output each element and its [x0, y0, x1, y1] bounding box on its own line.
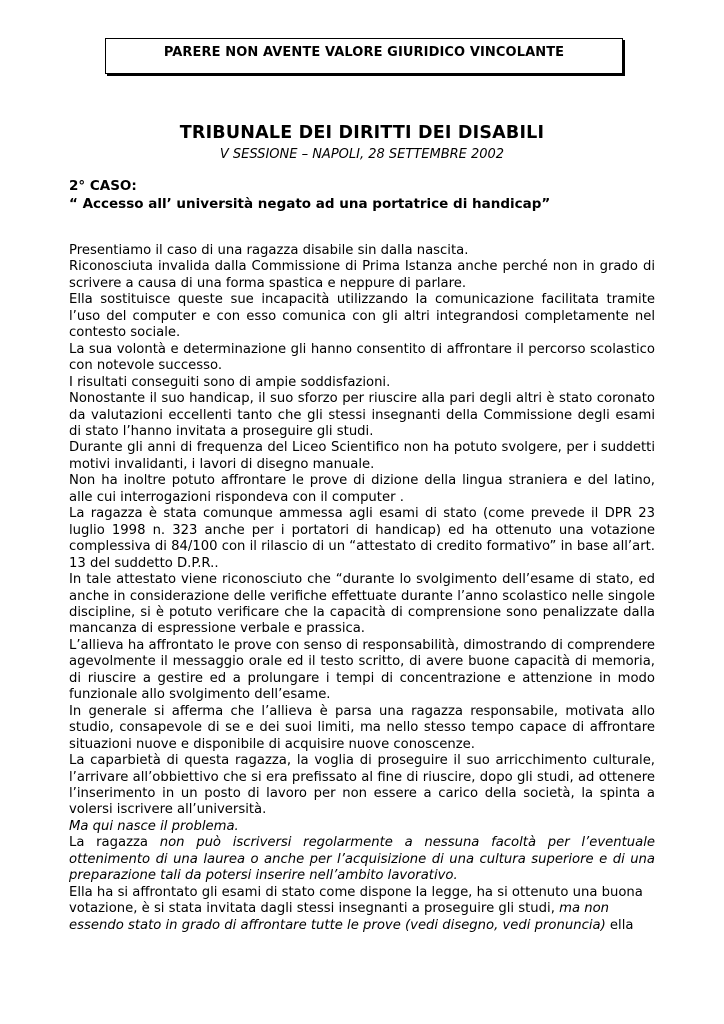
paragraph: L’allieva ha affrontato le prove con senso di responsabilità, dimostrando di comprendere agevolmente il messaggio orale ed il testo scritto, di avere buone capacità di memoria, di riuscire a gestire ed a prolungare i tempi di concentrazione e attenzione in modo funzionale allo svolgimento dell’esame.: [69, 637, 655, 703]
paragraph-lead: La ragazza: [69, 835, 160, 851]
paragraph: La ragazza è stata comunque ammessa agli esami di stato (come prevede il DPR 23 luglio 1998 n. 323 anche per i portatori di handicap) ed ha ottenuto una votazione complessiva di 84/100 con il rilascio di un “attestato di credito formativo” in base all’art. 13 del suddetto D.P.R..: [69, 506, 655, 571]
paragraph-final: [69, 885, 655, 934]
document-body: [69, 243, 655, 934]
case-title: “ Accesso all’ università negato ad una portatrice di handicap”: [69, 196, 551, 212]
paragraph: Nonostante il suo handicap, il suo sforzo per riuscire alla pari degli altri è stato coronato da valutazioni eccellenti tanto che gli stessi insegnanti della Commissione degli esami di stato l’hanno invitata a proseguire gli studi.: [69, 391, 655, 439]
paragraph: Non ha inoltre potuto affrontare le prove di dizione della lingua straniera e del latino, alle cui interrogazioni rispondeva con il computer .: [69, 473, 655, 505]
document-subtitle: V SESSIONE – NAPOLI, 28 SETTEMBRE 2002: [219, 147, 505, 162]
paragraph: Ella sostituisce queste sue incapacità utilizzando la comunicazione facilitata tramite l’uso del computer e con esso comunica con gli altri integrandosi completamente nel contesto sociale.: [69, 292, 655, 341]
paragraph-italic: ma non essendo stato in grado di affrontare tutte le prove (vedi disegno, vedi pronuncia): [69, 901, 609, 933]
paragraph-ragazza: [69, 835, 655, 884]
disclaimer-box: [105, 38, 623, 74]
disclaimer-text: PARERE NON AVENTE VALORE GIURIDICO VINCOLANTE: [163, 44, 565, 60]
problem-line: [69, 819, 655, 835]
paragraph-tail: ella: [605, 917, 634, 933]
paragraph: Riconosciuta invalida dalla Commissione di Prima Istanza anche perché non in grado di scrivere a causa di una forma spastica e neppure di parlare.: [69, 259, 655, 291]
paragraph-italic: non può iscriversi regolarmente a nessuna facoltà per l’eventuale ottenimento di una laurea o anche per l’acquisizione di una cultura superiore e di una preparazione tali da potersi inserire nell’ambito lavorativo.: [69, 835, 655, 884]
paragraph: In tale attestato viene riconosciuto che “durante lo svolgimento dell’esame di stato, ed anche in considerazione delle verifiche effettuate durante l’anno scolastico nelle singole discipline, si è potuto verificare che la capacità di comprensione sono penalizzate dalla mancanza di espressione verbale e prassica.: [69, 572, 655, 637]
paragraph: La sua volontà e determinazione gli hanno consentito di affrontare il percorso scolastico con notevole successo.: [69, 341, 655, 374]
paragraph-lead: Ella ha si affrontato gli esami di stato come dispone la legge, ha si ottenuto una buona votazione, è si stata invitata dagli stessi insegnanti a proseguire gli studi,: [69, 884, 643, 917]
document-title: TRIBUNALE DEI DIRITTI DEI DISABILI: [179, 123, 545, 143]
paragraph: In generale si afferma che l’allieva è parsa una ragazza responsabile, motivata allo studio, consapevole di se e dei suoi limiti, ma nello stesso tempo capace di affrontare situazioni nuove e disponibile di acquisire nuove conoscenze.: [69, 703, 655, 752]
paragraph: I risultati conseguiti sono di ampie soddisfazioni.: [69, 374, 391, 390]
case-label: 2° CASO:: [69, 178, 137, 194]
problem-line-text: Ma qui nasce il problema.: [69, 818, 239, 834]
paragraph: Durante gli anni di frequenza del Liceo Scientifico non ha potuto svolgere, per i suddetti motivi invalidanti, i lavori di disegno manuale.: [69, 440, 655, 472]
paragraph: La caparbietà di questa ragazza, la voglia di proseguire il suo arricchimento culturale, l’arrivare all’obbiettivo che si era prefissato al fine di riuscire, dopo gli studi, ad ottenere l’inserimento in un posto di lavoro per non essere a carico della società, la spinta a volersi iscrivere all’università.: [69, 753, 655, 818]
paragraph: Presentiamo il caso di una ragazza disabile sin dalla nascita.: [69, 243, 469, 258]
